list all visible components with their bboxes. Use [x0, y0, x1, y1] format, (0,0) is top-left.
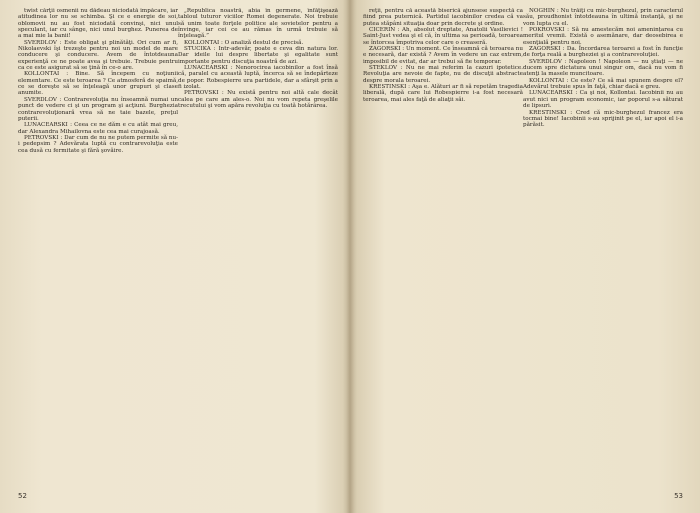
paragraph: PETROVSKI : Nu există pentru noi altă cale decât calea pe care am ales-o. Noi nu vom repeta greşelile trecutului şi vom apăra revoluţia cu toată hotărârea. [178, 90, 338, 110]
left-page-column-2 [178, 8, 338, 486]
page-number: 52 [18, 492, 27, 500]
paragraph: CICERIN : Ah, absolut dreptate, Anatolii Vasilievici ! Saint-Just vedea şi el că, în ultima sa perioadă, teroarea se întorcea împotriva celor care o creaseră. [363, 27, 523, 46]
paragraph: reţii, pentru că această biserică ajunsese suspectă ca fiind prea puternică. Partidul iacobinilor credea că va putea stăpâni situaţia doar prin decrete şi ordine. [363, 8, 523, 27]
right-page [355, 8, 695, 503]
paragraph: STUCIKA : Intr-adevăr, poate e ceva din natura lor. Dar ideile lui despre libertate şi egalitate sunt importante pentru discuţia noastră de azi. [178, 46, 338, 65]
paragraph: ZAGORSKI : Un moment. Ce înseamnă că teroarea nu e necesară, dar există ? Avem în vedere un caz extrem, imposibil de evitat, dar ar trebui să fie temporar. [363, 46, 523, 65]
paragraph: SVERDLOV : Contrarevoluţia nu înseamnă numai un punct de vedere ci şi un program şi acţiuni. Burghezia contrarevoluţionară vrea să ne taie bazele, preţul puterii. [18, 96, 178, 122]
paragraph: LUNACEARSKI : Ca şi noi, Kollontai. Iacobinii nu au avut nici un program economic, iar poporul s-a săturat de lipsuri. [523, 90, 683, 110]
left-page-column-1 [18, 8, 178, 486]
paragraph: twist cărţii osmenii nu dădeau niciodată împăcare, iar atitudinea lor nu se schimba. Şi ce e energie de soi, oblomovii nu au fost niciodată convinşi, nici unul speculant, iar cu sânge, nici unul burghez. Punerea de a mai mie la banii! [18, 8, 178, 40]
paragraph: POKROVSKI : Să nu amestecăm noi amenințarea cu meritul vremii. Există o asemănare, dar deosebirea e esenţială pentru noi. [523, 27, 683, 46]
paragraph: KRESTINSKI : Aşa e. Alături ar fi să repetăm tragedia liberală, după care lui Robespierre i-a fost necesară teroarea, mai ales faţă de aliaţii săi. [363, 84, 523, 103]
page-number: 53 [674, 492, 683, 500]
left-page [6, 8, 346, 503]
paragraph: PETROVSKI : Dar cum de nu ne putem permite să nu-i pedepsim ? Adevărata luptă cu contrarevoluţia este cea dusă cu fermitate şi fără şovăire. [18, 134, 178, 154]
paragraph: SVERDLOV : Este obligat şi plinătăţi. Ori cum ar fi, Nikolaevski îşi trezeşte pentru noi un model de mare conducere şi conducere. Avem de întotdeauna experienţă ce ne poate avea şi trebuie. Trebuie pentru ca ce este asigurat să se ţină în ce-o are. [18, 39, 178, 72]
paragraph: KRESTINSKI : Cred că mic-burghezul francez era tocmai bine! Iacobinii s-au sprijinit pe el, iar apoi el i-a părăsit. [523, 109, 683, 129]
paragraph: KOLLONTAI : O analiză destul de precisă. [184, 39, 304, 46]
paragraph: LUNACEARSKI : Ceea ce ne dăm e cu atât mai greu, dar Alexandra Mihailovna este cea mai curajoasă. [18, 122, 178, 135]
right-page-column-1 [363, 8, 523, 486]
paragraph: ZAGORSKI : Da. Încordarea teroarei a fost în funcţie de forţa reală a burgheziei şi a contrarevoluţiei. [523, 46, 683, 59]
paragraph: LUNACEARSKI : Nenorocirea iacobinilor a fost însă că, paralel cu această luptă, încerca să se îndepărteze de popor. Robespierre ura partidele, dar a sfârşit prin a fi izolat. [178, 65, 338, 91]
paragraph: STEKLOV : Nu ne mai referim la cazuri ipotetice. Revoluţia are nevoie de fapte, nu de discuţii abstracte despre morala teroarei. [363, 65, 523, 84]
paragraph: SVERDLOV : Napoleon ! Napoleon — nu ştiaţi — ne ducem spre dictatura unui singur om, dacă nu vom fi atenţi la masele muncitoare. [523, 58, 683, 78]
paragraph: „Republica noastră, abia în germene, înfăţişează tabloul tuturor viciilor Romei degenerate. Noi trebuie să unim toate forţele politice ale sovietelor pentru a învinge, iar cei ce au rămas în urmă trebuie să înţeleagă.” [178, 8, 338, 40]
paragraph: NOGHIN : Nu trăiţi cu mic-burghezul, prin caracterul său, proudhonist întotdeauna în ultimă instanţă, şi ne vom lupta cu el. [523, 8, 683, 27]
paragraph: KOLLONTAI : Bine. Să începem cu noţiunii elementare. Ce este teroarea ? Ce atmosferă de spaimă, ce se doreşte să se înţeleagă unor grupuri şi clase anumite. [18, 71, 178, 97]
right-page-column-2 [523, 8, 683, 486]
paragraph: KOLLONTAI : Ce este? Ce să mai spunem despre el? Adevărul trebuie spus în faţă, chiar dacă e greu. [523, 77, 683, 91]
